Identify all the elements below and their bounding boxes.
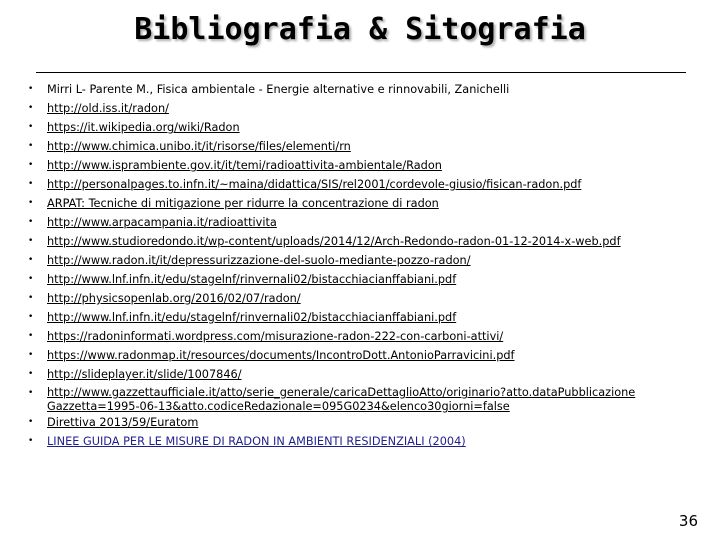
bullet-icon: • <box>28 417 34 427</box>
reference-link[interactable]: https://it.wikipedia.org/wiki/Radon <box>47 121 240 134</box>
bullet-icon: • <box>28 103 34 113</box>
reference-link[interactable]: ARPAT: Tecniche di mitigazione per ridurre la concentrazione di radon <box>47 197 439 210</box>
reference-link[interactable]: Direttiva 2013/59/Euratom <box>47 416 199 429</box>
reference-item[interactable] <box>28 270 708 289</box>
bullet-icon: • <box>28 236 34 246</box>
reference-item[interactable] <box>28 251 708 270</box>
reference-item[interactable] <box>28 432 708 451</box>
reference-text: Mirri L- Parente M., Fisica ambientale - Energie alternative e rinnovabili, Zanichelli <box>47 83 510 96</box>
reference-link[interactable]: http://physicsopenlab.org/2016/02/07/radon/ <box>47 292 301 305</box>
bullet-icon: • <box>28 141 34 151</box>
reference-link[interactable]: http://www.studioredondo.it/wp-content/uploads/2014/12/Arch-Redondo-radon-01-12-2014-x-web.pdf <box>47 235 621 248</box>
slide-title: Bibliografia & Sitografia <box>134 12 586 47</box>
page-number: 36 <box>678 512 698 530</box>
bullet-icon: • <box>28 388 34 398</box>
bullet-icon: • <box>28 217 34 227</box>
reference-item[interactable] <box>28 413 708 432</box>
title-divider <box>36 72 686 73</box>
bullet-icon: • <box>28 331 34 341</box>
reference-link[interactable]: http://www.isprambiente.gov.it/it/temi/radioattivita-ambientale/Radon <box>47 159 442 172</box>
reference-item[interactable] <box>28 346 708 365</box>
bullet-icon: • <box>28 160 34 170</box>
bullet-icon: • <box>28 369 34 379</box>
bullet-icon: • <box>28 179 34 189</box>
reference-item[interactable] <box>28 118 708 137</box>
reference-item[interactable] <box>28 289 708 308</box>
bullet-icon: • <box>28 274 34 284</box>
reference-list <box>28 80 708 451</box>
reference-link[interactable]: http://www.gazzettaufficiale.it/atto/serie_generale/caricaDettaglioAtto/originario?atto.dataPubblicazione <box>47 386 636 399</box>
reference-link[interactable]: http://www.lnf.infn.it/edu/stagelnf/rinvernali02/bistacchiacianffabiani.pdf <box>47 311 457 324</box>
reference-item[interactable] <box>28 365 708 384</box>
bullet-icon: • <box>28 84 34 94</box>
bullet-icon: • <box>28 198 34 208</box>
reference-item[interactable] <box>28 213 708 232</box>
bullet-icon: • <box>28 122 34 132</box>
bullet-icon: • <box>28 293 34 303</box>
reference-link[interactable]: http://slideplayer.it/slide/1007846/ <box>47 368 242 381</box>
reference-item[interactable] <box>28 232 708 251</box>
reference-item[interactable] <box>28 99 708 118</box>
reference-link[interactable]: LINEE GUIDA PER LE MISURE DI RADON IN AMBIENTI RESIDENZIALI (2004) <box>47 435 466 448</box>
reference-item[interactable] <box>28 137 708 156</box>
reference-link[interactable]: https://radoninformati.wordpress.com/misurazione-radon-222-con-carboni-attivi/ <box>47 330 504 343</box>
bullet-icon: • <box>28 436 34 446</box>
reference-link[interactable]: http://www.radon.it/it/depressurizzazione-del-suolo-mediante-pozzo-radon/ <box>47 254 471 267</box>
reference-link[interactable]: http://www.arpacampania.it/radioattivita <box>47 216 277 229</box>
reference-item[interactable] <box>28 175 708 194</box>
reference-item[interactable] <box>28 156 708 175</box>
bullet-icon: • <box>28 255 34 265</box>
reference-item[interactable] <box>28 308 708 327</box>
reference-item <box>28 80 708 99</box>
reference-item[interactable] <box>28 194 708 213</box>
bullet-icon: • <box>28 350 34 360</box>
reference-item[interactable] <box>28 327 708 346</box>
bullet-icon: • <box>28 312 34 322</box>
reference-link[interactable]: http://www.chimica.unibo.it/it/risorse/files/elementi/rn <box>47 140 351 153</box>
reference-link[interactable]: http://www.lnf.infn.it/edu/stagelnf/rinvernali02/bistacchiacianffabiani.pdf <box>47 273 457 286</box>
reference-item[interactable] <box>28 384 708 413</box>
reference-link-continuation[interactable]: Gazzetta=1995-06-13&atto.codiceRedazionale=095G0234&elenco30giorni=false <box>47 400 510 413</box>
reference-link[interactable]: https://www.radonmap.it/resources/documents/IncontroDott.AntonioParravicini.pdf <box>47 349 515 362</box>
reference-link[interactable]: http://old.iss.it/radon/ <box>47 102 169 115</box>
reference-link[interactable]: http://personalpages.to.infn.it/~maina/didattica/SIS/rel2001/cordevole-giusio/fisican-radon.pdf <box>47 178 582 191</box>
